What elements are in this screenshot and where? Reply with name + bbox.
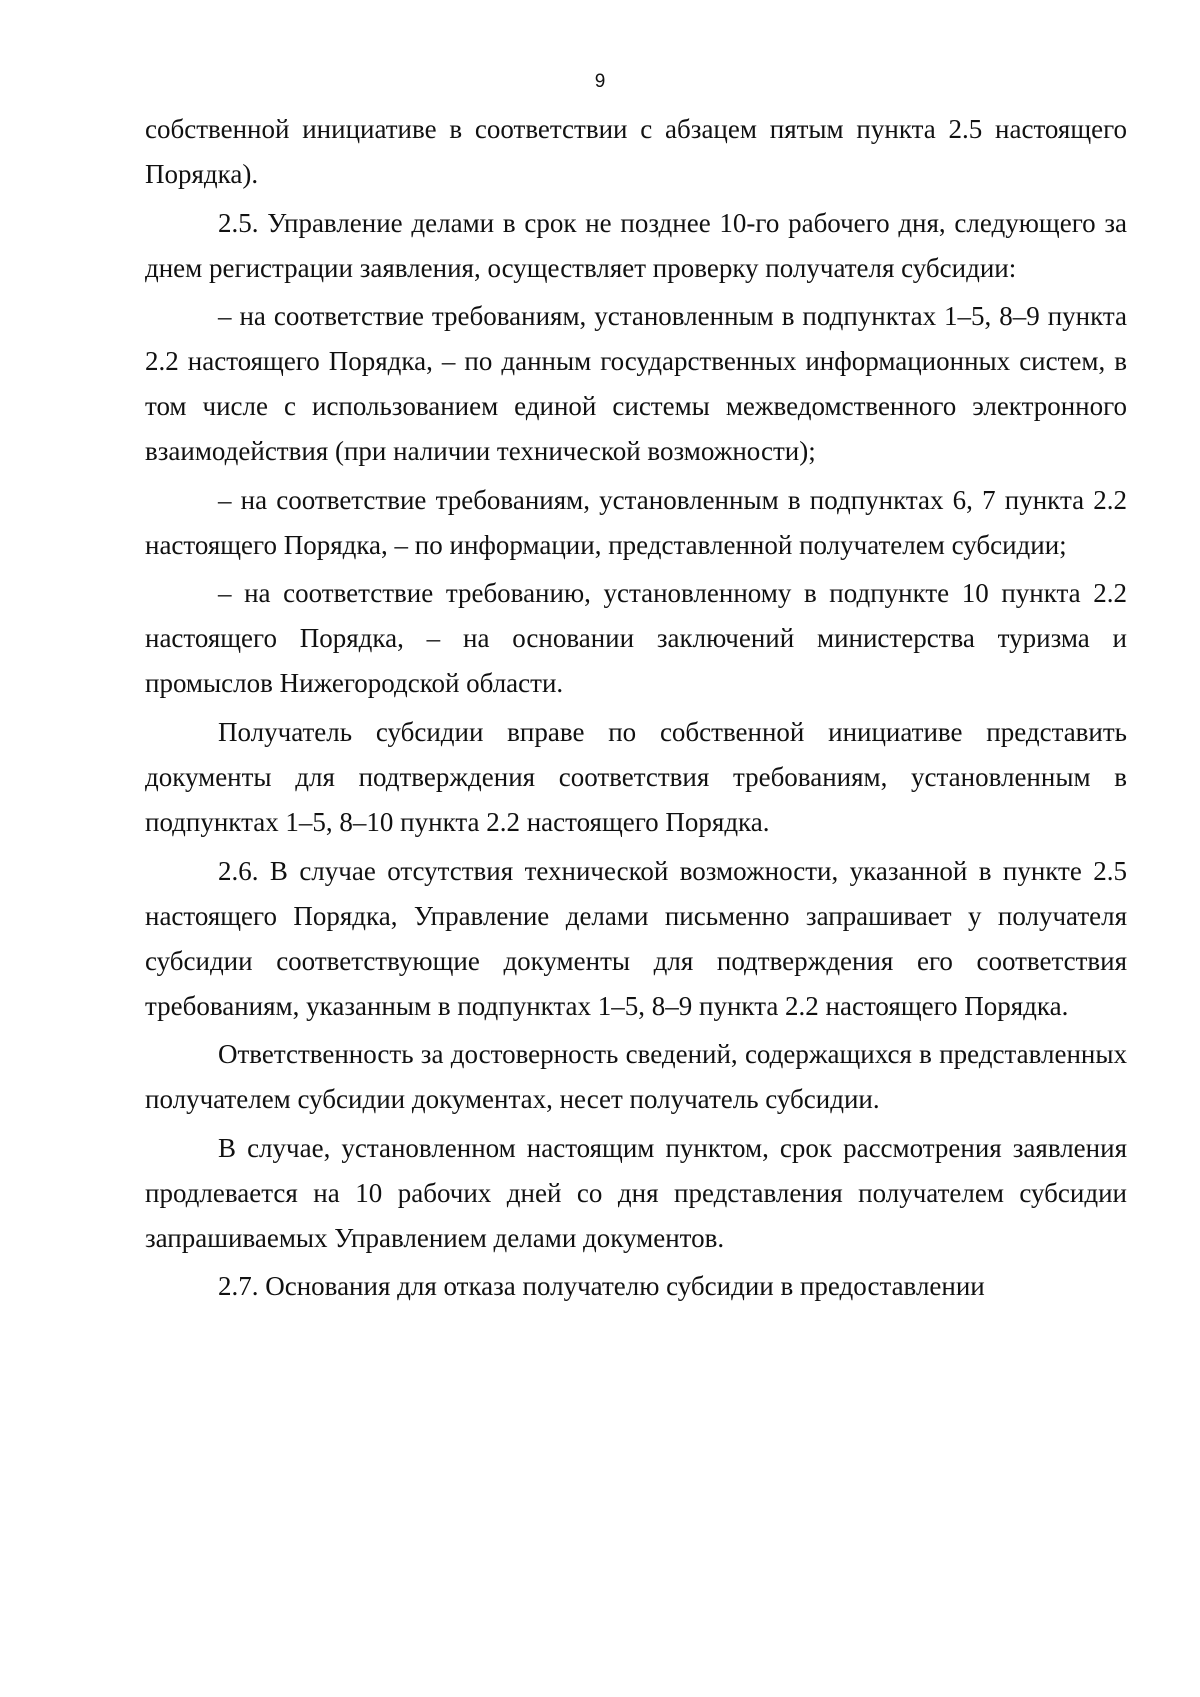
paragraph-own-initiative: Получатель субсидии вправе по собственной инициативе представить документы для подтверждения соответствия требованиям, установленным в подпунктах 1–5, 8–10 пункта 2.2 настоящего Порядка. xyxy=(145,716,1127,837)
paragraph-continuation: собственной инициативе в соответствии с абзацем пятым пункта 2.5 настоящего Порядка). xyxy=(145,114,1127,189)
paragraph-check-item-2: – на соответствие требованиям, установленным в подпунктах 6, 7 пункта 2.2 настоящего Порядка, – по информации, представленной получателем субсидии; xyxy=(145,484,1127,560)
paragraph-2-7: 2.7. Основания для отказа получателю субсидии в предоставлении xyxy=(218,1271,985,1302)
document-body xyxy=(145,107,1127,1313)
page-number: 9 xyxy=(594,71,606,92)
paragraph-responsibility: Ответственность за достоверность сведений, содержащихся в представленных получателем субсидии документах, несет получатель субсидии. xyxy=(145,1039,1127,1115)
paragraph-2-6: 2.6. В случае отсутствия технической возможности, указанной в пункте 2.5 настоящего Порядка, Управление делами письменно запрашивает у получателя субсидии соответствующие документы для подтверждения его соответствия требованиям, указанным в подпунктах 1–5, 8–9 пункта 2.2 настоящего Порядка. xyxy=(145,855,1127,1021)
paragraph-term-extension: В случае, установленном настоящим пунктом, срок рассмотрения заявления продлевается на 10 рабочих дней со дня представления получателем субсидии запрашиваемых Управлением делами документов. xyxy=(145,1132,1127,1253)
paragraph-check-item-3: – на соответствие требованию, установленному в подпункте 10 пункта 2.2 настоящего Порядка, – на основании заключений министерства туризма и промыслов Нижегородской области. xyxy=(145,578,1127,699)
paragraph-check-item-1: – на соответствие требованиям, установленным в подпунктах 1–5, 8–9 пункта 2.2 настоящего Порядка, – по данным государственных информационных систем, в том числе с использованием единой системы межведомственного электронного взаимодействия (при наличии технической возможности); xyxy=(145,301,1127,467)
paragraph-2-5: 2.5. Управление делами в срок не позднее 10-го рабочего дня, следующего за днем регистрации заявления, осуществляет проверку получателя субсидии: xyxy=(145,207,1127,283)
